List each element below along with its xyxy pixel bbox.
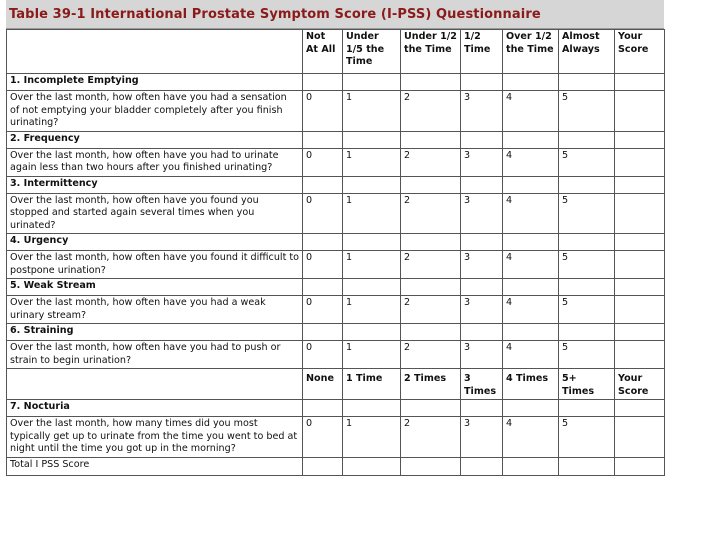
score-option: 4 [503, 91, 559, 132]
question-row [7, 148, 665, 176]
score-option: 0 [303, 296, 343, 324]
empty-cell [503, 74, 559, 91]
question-text: Over the last month, how often have you had a weak urinary stream? [7, 296, 303, 324]
empty-cell [615, 279, 665, 296]
empty-cell [559, 400, 615, 417]
empty-cell [343, 324, 401, 341]
section-row [7, 400, 665, 417]
empty-cell [303, 176, 343, 193]
score-option: 5 [559, 193, 615, 234]
your-score-cell[interactable] [615, 296, 665, 324]
your-score-cell[interactable] [615, 251, 665, 279]
score-option: 4 [503, 193, 559, 234]
empty-cell [559, 131, 615, 148]
nocturia-header-cell: 3 Times [461, 369, 503, 400]
nocturia-header-cell: None [303, 369, 343, 400]
score-option: 3 [461, 296, 503, 324]
nocturia-header-cell: 4 Times [503, 369, 559, 400]
header-cell: Almost Always [559, 30, 615, 74]
question-row [7, 417, 665, 458]
score-option: 5 [559, 148, 615, 176]
total-row [7, 457, 665, 475]
score-option: 2 [401, 417, 461, 458]
empty-cell [559, 324, 615, 341]
header-cell: Your Score [615, 30, 665, 74]
empty-cell [303, 400, 343, 417]
section-label: 6. Straining [7, 324, 303, 341]
nocturia-header-cell [7, 369, 303, 400]
score-option: 3 [461, 193, 503, 234]
score-option: 4 [503, 296, 559, 324]
score-option: 4 [503, 251, 559, 279]
empty-cell [559, 176, 615, 193]
score-option: 2 [401, 193, 461, 234]
section-label: 1. Incomplete Emptying [7, 74, 303, 91]
empty-cell [303, 324, 343, 341]
empty-cell [615, 74, 665, 91]
score-option: 0 [303, 251, 343, 279]
question-row [7, 91, 665, 132]
empty-cell [401, 457, 461, 475]
question-text: Over the last month, how often have you found it difficult to postpone urination? [7, 251, 303, 279]
section-row [7, 74, 665, 91]
score-option: 4 [503, 341, 559, 369]
score-option: 5 [559, 296, 615, 324]
score-option: 4 [503, 417, 559, 458]
score-option: 3 [461, 417, 503, 458]
header-cell: 1/2 Time [461, 30, 503, 74]
empty-cell [461, 74, 503, 91]
your-score-cell[interactable] [615, 193, 665, 234]
total-label: Total I PSS Score [7, 457, 303, 475]
score-option: 3 [461, 341, 503, 369]
score-option: 3 [461, 148, 503, 176]
empty-cell [343, 279, 401, 296]
your-score-cell[interactable] [615, 91, 665, 132]
empty-cell [461, 176, 503, 193]
empty-cell [401, 131, 461, 148]
score-option: 2 [401, 148, 461, 176]
empty-cell [503, 234, 559, 251]
score-option: 5 [559, 251, 615, 279]
score-option: 0 [303, 148, 343, 176]
empty-cell [615, 324, 665, 341]
empty-cell [503, 457, 559, 475]
header-cell: Over 1/2 the Time [503, 30, 559, 74]
table-title-bar [6, 0, 664, 29]
your-score-cell[interactable] [615, 341, 665, 369]
empty-cell [343, 176, 401, 193]
empty-cell [503, 131, 559, 148]
score-option: 0 [303, 341, 343, 369]
total-score-cell[interactable] [615, 457, 665, 475]
header-cell: Under 1/5 the Time [343, 30, 401, 74]
score-option: 1 [343, 193, 401, 234]
score-option: 3 [461, 251, 503, 279]
score-option: 0 [303, 91, 343, 132]
empty-cell [461, 457, 503, 475]
header-row [7, 30, 665, 74]
score-option: 5 [559, 341, 615, 369]
section-label: 5. Weak Stream [7, 279, 303, 296]
empty-cell [401, 400, 461, 417]
empty-cell [303, 234, 343, 251]
ipss-document [6, 0, 664, 476]
question-text: Over the last month, how often have you had a sensation of not emptying your bladder completely after you finish urinating? [7, 91, 303, 132]
section-row [7, 324, 665, 341]
table-title: Table 39-1 International Prostate Symptom Score (I-PSS) Questionnaire [9, 6, 541, 22]
header-cell [7, 30, 303, 74]
score-option: 3 [461, 91, 503, 132]
score-option: 1 [343, 341, 401, 369]
section-label: 4. Urgency [7, 234, 303, 251]
empty-cell [503, 400, 559, 417]
score-option: 2 [401, 296, 461, 324]
empty-cell [503, 324, 559, 341]
empty-cell [303, 131, 343, 148]
empty-cell [401, 74, 461, 91]
empty-cell [559, 234, 615, 251]
section-row [7, 131, 665, 148]
score-option: 2 [401, 341, 461, 369]
empty-cell [343, 131, 401, 148]
empty-cell [303, 457, 343, 475]
section-row [7, 176, 665, 193]
empty-cell [559, 279, 615, 296]
question-row [7, 296, 665, 324]
empty-cell [461, 400, 503, 417]
empty-cell [343, 74, 401, 91]
score-option: 1 [343, 91, 401, 132]
score-option: 0 [303, 193, 343, 234]
ipss-table [6, 29, 665, 476]
score-option: 4 [503, 148, 559, 176]
score-option: 1 [343, 296, 401, 324]
empty-cell [615, 131, 665, 148]
your-score-cell[interactable] [615, 148, 665, 176]
empty-cell [503, 176, 559, 193]
score-option: 5 [559, 91, 615, 132]
nocturia-header-cell: 2 Times [401, 369, 461, 400]
nocturia-header-cell: 1 Time [343, 369, 401, 400]
score-option: 0 [303, 417, 343, 458]
nocturia-header-row [7, 369, 665, 400]
empty-cell [401, 176, 461, 193]
empty-cell [343, 400, 401, 417]
empty-cell [615, 400, 665, 417]
empty-cell [615, 176, 665, 193]
question-text: Over the last month, how often have you had to push or strain to begin urination? [7, 341, 303, 369]
empty-cell [343, 234, 401, 251]
empty-cell [559, 457, 615, 475]
empty-cell [461, 131, 503, 148]
header-cell: Under 1/2 the Time [401, 30, 461, 74]
empty-cell [303, 74, 343, 91]
empty-cell [303, 279, 343, 296]
empty-cell [343, 457, 401, 475]
score-option: 5 [559, 417, 615, 458]
empty-cell [401, 234, 461, 251]
section-row [7, 279, 665, 296]
empty-cell [461, 279, 503, 296]
empty-cell [401, 279, 461, 296]
nocturia-header-cell: 5+ Times [559, 369, 615, 400]
section-label: 7. Nocturia [7, 400, 303, 417]
score-option: 1 [343, 251, 401, 279]
question-text: Over the last month, how often have you had to urinate again less than two hours after you finished urinating? [7, 148, 303, 176]
empty-cell [461, 234, 503, 251]
header-cell: Not At All [303, 30, 343, 74]
empty-cell [401, 324, 461, 341]
question-row [7, 341, 665, 369]
question-row [7, 251, 665, 279]
score-option: 2 [401, 251, 461, 279]
section-label: 3. Intermittency [7, 176, 303, 193]
empty-cell [503, 279, 559, 296]
empty-cell [461, 324, 503, 341]
question-text: Over the last month, how often have you found you stopped and started again several times when you urinated? [7, 193, 303, 234]
nocturia-header-cell: Your Score [615, 369, 665, 400]
question-text: Over the last month, how many times did you most typically get up to urinate from the time you went to bed at night until the time you got up in the morning? [7, 417, 303, 458]
score-option: 2 [401, 91, 461, 132]
score-option: 1 [343, 417, 401, 458]
section-row [7, 234, 665, 251]
question-row [7, 193, 665, 234]
empty-cell [559, 74, 615, 91]
score-option: 1 [343, 148, 401, 176]
your-score-cell[interactable] [615, 417, 665, 458]
empty-cell [615, 234, 665, 251]
section-label: 2. Frequency [7, 131, 303, 148]
